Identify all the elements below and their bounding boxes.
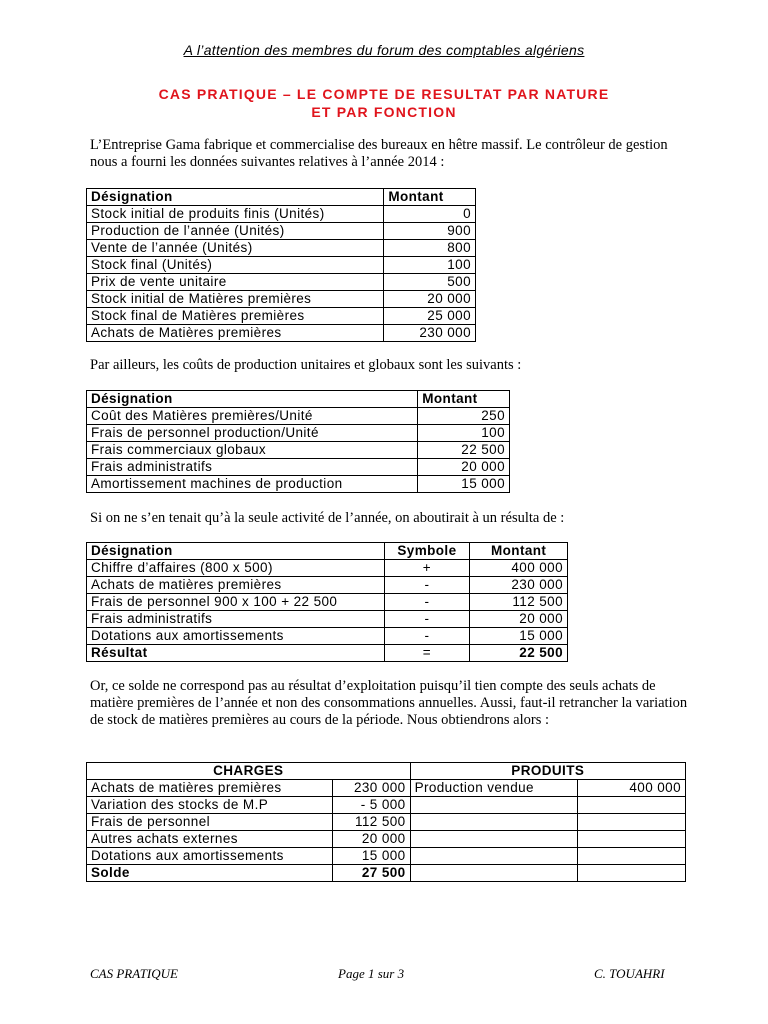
table-row (87, 408, 510, 425)
produit-label (410, 831, 578, 848)
table-row (87, 848, 686, 865)
table-row (87, 308, 476, 325)
data-table-2 (86, 390, 510, 493)
title-line-1: CAS PRATIQUE – LE COMPTE DE RESULTAT PAR NATURE (158, 86, 610, 102)
footer-author: C. TOUAHRI (594, 966, 665, 981)
row-label: Production de l’année (Unités) (87, 223, 384, 240)
paragraph-2: Par ailleurs, les coûts de production unitaires et globaux sont les suivants : (90, 357, 522, 373)
row-label: Stock final (Unités) (87, 257, 384, 274)
produit-value (578, 797, 686, 814)
row-value: 230 000 (470, 577, 568, 594)
row-value: 20 000 (384, 291, 476, 308)
row-label: Dotations aux amortissements (87, 628, 385, 645)
table-row (87, 240, 476, 257)
total-label: Résultat (87, 645, 385, 662)
forum-header-note: A l’attention des membres du forum des comptables algériens (183, 42, 585, 58)
table-row (87, 560, 568, 577)
produit-label (410, 865, 578, 882)
header-designation: Désignation (87, 543, 385, 560)
table-header (87, 189, 476, 206)
row-value: 25 000 (384, 308, 476, 325)
row-label: Frais commerciaux globaux (87, 442, 418, 459)
produit-label (410, 814, 578, 831)
row-label: Stock initial de Matières premières (87, 291, 384, 308)
paragraph-4: Or, ce solde ne correspond pas au résultat d’exploitation puisqu’il tien compte des seuls achats de matière premières de l’année et non des consommations annuelles. Aussi, faut-il retrancher la variation de stock de matières premières au cours de la période. Nous obtiendrons alors : (90, 678, 688, 728)
paragraph-3: Si on ne s’en tenait qu’à la seule activité de l’année, on aboutirait à un résulta de : (90, 510, 565, 526)
table-row (87, 831, 686, 848)
row-value: 20 000 (418, 459, 510, 476)
produit-value (578, 865, 686, 882)
row-value: 0 (384, 206, 476, 223)
row-label: Amortissement machines de production (87, 476, 418, 493)
table-row (87, 476, 510, 493)
table-row (87, 780, 686, 797)
row-value: 900 (384, 223, 476, 240)
total-label: Solde (87, 865, 333, 882)
row-label: Frais de personnel 900 x 100 + 22 500 (87, 594, 385, 611)
row-value: 250 (418, 408, 510, 425)
result-table (86, 542, 568, 662)
charge-value: 15 000 (332, 848, 410, 865)
row-value: 22 500 (418, 442, 510, 459)
produit-label (410, 848, 578, 865)
total-value: 27 500 (332, 865, 410, 882)
row-value: 500 (384, 274, 476, 291)
produit-label (410, 797, 578, 814)
row-symbol: - (384, 628, 470, 645)
charge-label: Autres achats externes (87, 831, 333, 848)
row-label: Vente de l’année (Unités) (87, 240, 384, 257)
row-label: Chiffre d’affaires (800 x 500) (87, 560, 385, 577)
row-label: Prix de vente unitaire (87, 274, 384, 291)
row-symbol: + (384, 560, 470, 577)
row-symbol: - (384, 594, 470, 611)
table-row (87, 797, 686, 814)
table-row (87, 325, 476, 342)
table-header (87, 391, 510, 408)
header-montant: Montant (418, 391, 510, 408)
header-montant: Montant (384, 189, 476, 206)
table-row (87, 206, 476, 223)
table-header (87, 543, 568, 560)
total-symbol: = (384, 645, 470, 662)
row-label: Achats de Matières premières (87, 325, 384, 342)
produit-label: Production vendue (410, 780, 578, 797)
charge-value: 20 000 (332, 831, 410, 848)
table-row (87, 814, 686, 831)
charge-value: - 5 000 (332, 797, 410, 814)
row-value: 800 (384, 240, 476, 257)
charge-label: Frais de personnel (87, 814, 333, 831)
charges-produits-table (86, 762, 686, 882)
header-charges: CHARGES (87, 763, 411, 780)
title-line-2: ET PAR FONCTION (311, 104, 457, 120)
header-designation: Désignation (87, 189, 384, 206)
table-row (87, 459, 510, 476)
table-row (87, 425, 510, 442)
row-value: 230 000 (384, 325, 476, 342)
intro-paragraph: L’Entreprise Gama fabrique et commercialise des bureaux en hêtre massif. Le contrôleur de gestion nous a fourni les données suivantes relatives à l’année 2014 : (90, 137, 668, 170)
table-row (87, 291, 476, 308)
data-table-1 (86, 188, 476, 342)
row-label: Achats de matières premières (87, 577, 385, 594)
total-row (87, 865, 686, 882)
table-row (87, 257, 476, 274)
table-row (87, 442, 510, 459)
row-value: 400 000 (470, 560, 568, 577)
table-row (87, 611, 568, 628)
produit-value: 400 000 (578, 780, 686, 797)
total-row (87, 645, 568, 662)
header-produits: PRODUITS (410, 763, 685, 780)
table-row (87, 274, 476, 291)
charge-label: Achats de matières premières (87, 780, 333, 797)
row-value: 15 000 (418, 476, 510, 493)
row-label: Frais de personnel production/Unité (87, 425, 418, 442)
header-montant: Montant (470, 543, 568, 560)
row-value: 100 (384, 257, 476, 274)
footer-left: CAS PRATIQUE (90, 966, 178, 981)
page-title (0, 85, 768, 121)
table-row (87, 223, 476, 240)
row-value: 100 (418, 425, 510, 442)
charge-value: 230 000 (332, 780, 410, 797)
row-value: 15 000 (470, 628, 568, 645)
row-symbol: - (384, 577, 470, 594)
header-symbole: Symbole (384, 543, 470, 560)
row-label: Stock initial de produits finis (Unités) (87, 206, 384, 223)
row-label: Coût des Matières premières/Unité (87, 408, 418, 425)
produit-value (578, 814, 686, 831)
row-label: Stock final de Matières premières (87, 308, 384, 325)
produit-value (578, 831, 686, 848)
produit-value (578, 848, 686, 865)
row-value: 112 500 (470, 594, 568, 611)
total-value: 22 500 (470, 645, 568, 662)
table-row (87, 577, 568, 594)
table-row (87, 628, 568, 645)
row-value: 20 000 (470, 611, 568, 628)
row-symbol: - (384, 611, 470, 628)
charge-label: Dotations aux amortissements (87, 848, 333, 865)
charge-value: 112 500 (332, 814, 410, 831)
charge-label: Variation des stocks de M.P (87, 797, 333, 814)
table-header (87, 763, 686, 780)
footer-page-number: Page 1 sur 3 (338, 966, 405, 981)
row-label: Frais administratifs (87, 611, 385, 628)
row-label: Frais administratifs (87, 459, 418, 476)
header-designation: Désignation (87, 391, 418, 408)
table-row (87, 594, 568, 611)
